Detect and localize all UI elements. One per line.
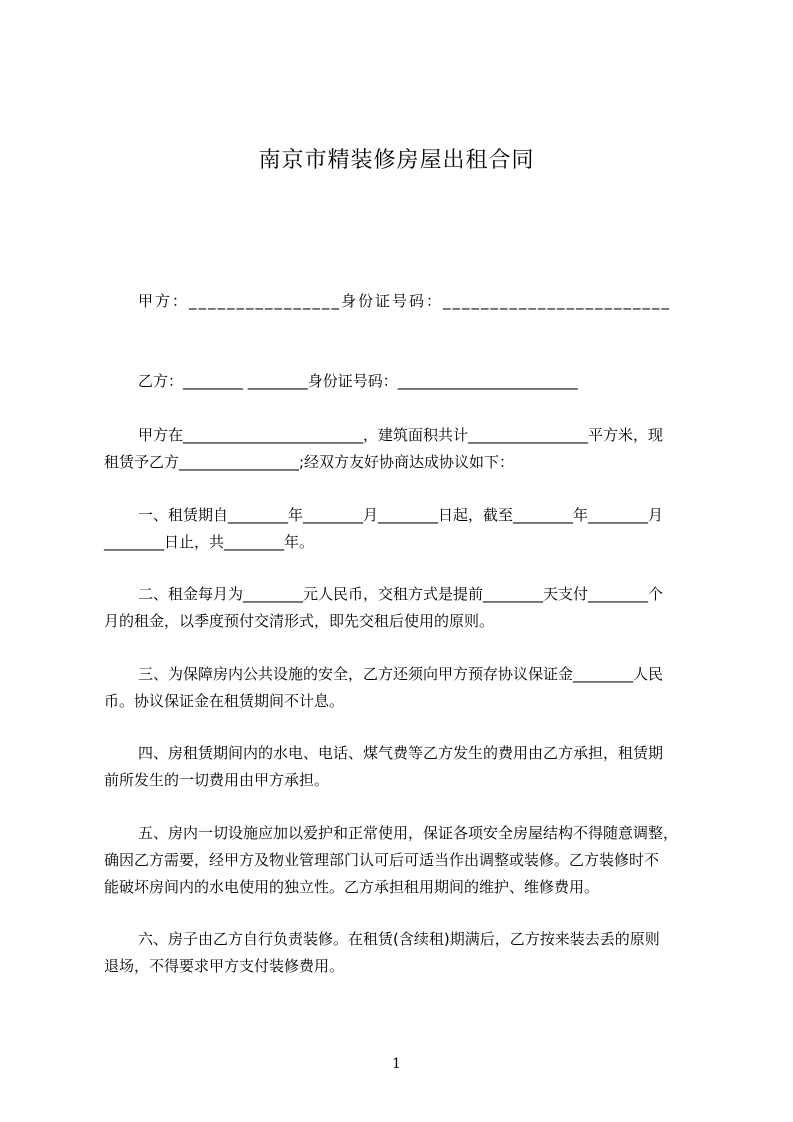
clause-5-line-3: 能破坏房间内的水电使用的独立性。乙方承担租用期间的维护、维修费用。 — [104, 878, 600, 896]
clause-4-line-2: 前所发生的一切费用由甲方承担。 — [104, 771, 330, 789]
clause-1-line-2: ________日止，共________年。 — [104, 533, 315, 551]
clause-2-line-2: 月的租金，以季度预付交清形式，即先交租后使用的原则。 — [104, 612, 495, 630]
intro-line-2: 租赁予乙方________________;经双方友好协商达成协议如下： — [104, 453, 515, 471]
intro-line-1: 甲方在________________________，建筑面积共计________________平方米，现 — [138, 426, 664, 444]
party-a-line: 甲方：________________身份证号码：________________________ — [138, 292, 672, 310]
clause-6-line-2: 退场，不得要求甲方支付装修费用。 — [104, 957, 345, 975]
page-number: 1 — [392, 1056, 401, 1072]
clause-3-line-1: 三、为保障房内公共设施的安全，乙方还须向甲方预存协议保证金________人民 — [138, 665, 664, 683]
party-b-line: 乙方：________ ________身份证号码：________________________ — [138, 372, 578, 390]
clause-5-line-2: 确因乙方需要，经甲方及物业管理部门认可后可适当作出调整或装修。乙方装修时不 — [104, 851, 660, 869]
document-title: 南京市精装修房屋出租合同 — [258, 148, 535, 173]
clause-3-line-2: 币。协议保证金在租赁期间不计息。 — [104, 692, 345, 710]
clause-6-line-1: 六、房子由乙方自行负责装修。在租赁(含续租)期满后，乙方按来装去丢的原则 — [138, 930, 660, 948]
clause-2-line-1: 二、租金每月为________元人民币，交租方式是提前________天支付________个 — [138, 585, 664, 603]
clause-5-line-1: 五、房内一切设施应加以爱护和正常使用，保证各项安全房屋结构不得随意调整， — [138, 824, 679, 842]
clause-4-line-1: 四、房租赁期间内的水电、电话、煤气费等乙方发生的费用由乙方承担，租赁期 — [138, 744, 664, 762]
clause-1-line-1: 一、租赁期自________年________月________日起，截至________年________月 — [138, 506, 664, 524]
